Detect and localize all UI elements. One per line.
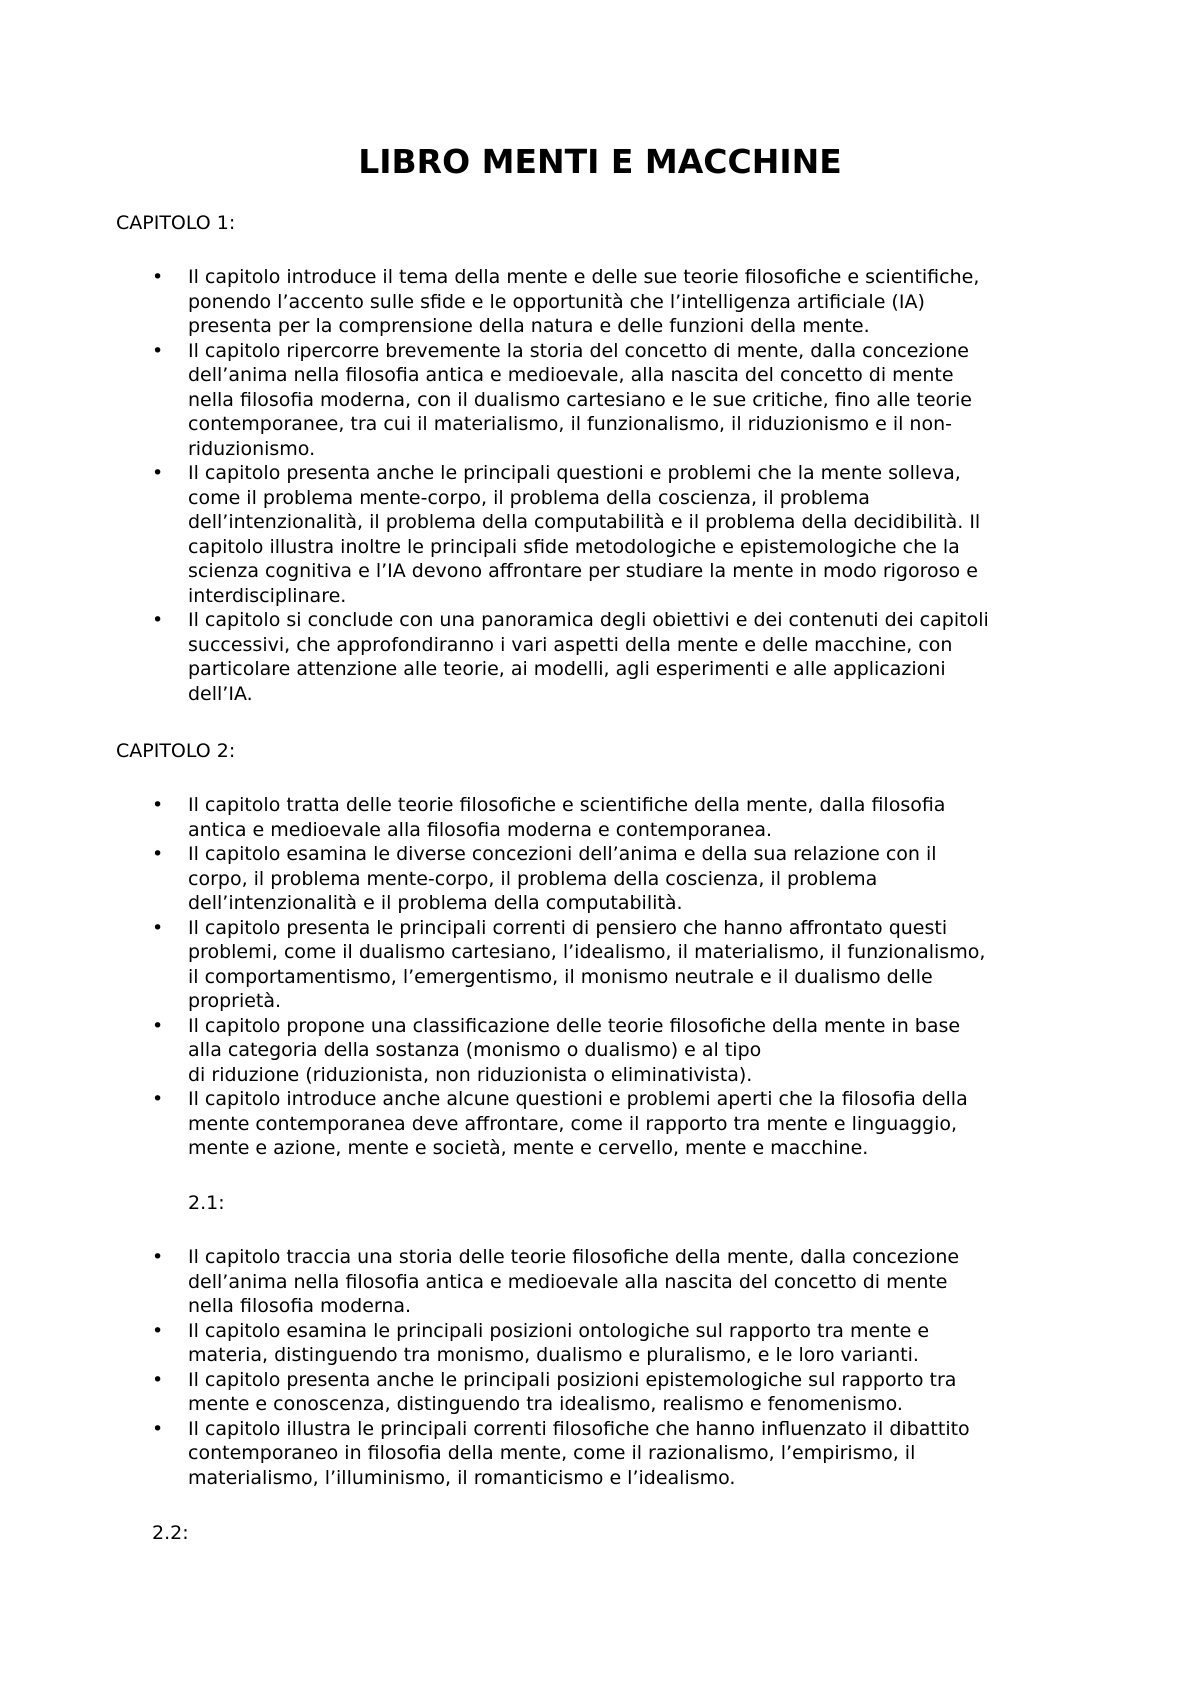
page-title: LIBRO MENTI E MACCHINE: [358, 142, 842, 181]
chapter-2-heading: CAPITOLO 2:: [116, 740, 236, 762]
list-item-line: Il capitolo introduce il tema della mente e delle sue teorie filosofiche e scientifiche,: [188, 266, 980, 288]
list-item: [0, 461, 1100, 608]
list-item-line: il comportamentismo, l’emergentismo, il monismo neutrale e il dualismo delle: [188, 965, 933, 988]
list-item: [0, 1417, 1100, 1491]
bullet-icon: •: [152, 462, 164, 484]
list-item: [0, 916, 1100, 1014]
list-item: [0, 608, 1100, 706]
bullet-icon: •: [152, 1088, 164, 1110]
list-item-line: contemporanee, tra cui il materialismo, il funzionalismo, il riduzionismo e il non-: [188, 413, 952, 435]
list-item-line: corpo, il problema mente-corpo, il problema della coscienza, il problema: [188, 867, 878, 890]
chapter-1-heading: CAPITOLO 1:: [116, 212, 236, 234]
chapter-1-list: [0, 265, 1100, 706]
list-item-line: capitolo illustra inoltre le principali sfide metodologiche e epistemologiche che la: [188, 535, 960, 558]
list-item: [0, 1245, 1100, 1319]
list-item-line: scienza cognitiva e l’IA devono affrontare per studiare la mente in modo rigoroso e: [188, 560, 978, 582]
list-item-line: di riduzione (riduzionista, non riduzionista o eliminativista).: [188, 1063, 753, 1086]
bullet-icon: •: [152, 609, 164, 631]
list-item-line: nella filosofia moderna.: [188, 1295, 412, 1317]
list-item-line: nella filosofia moderna, con il dualismo cartesiano e le sue critiche, fino alle teorie: [188, 388, 972, 411]
bullet-icon: •: [152, 339, 164, 362]
bullet-icon: •: [152, 1246, 164, 1268]
list-item: [0, 1014, 1100, 1088]
list-item-line: dell’intenzionalità, il problema della computabilità e il problema della decidibilità. Il: [188, 511, 981, 533]
list-item-line: dell’intenzionalità e il problema della computabilità.: [188, 892, 683, 914]
list-item-line: Il capitolo esamina le diverse concezioni dell’anima e della sua relazione con il: [188, 843, 937, 865]
list-item: [0, 1368, 1100, 1417]
list-item-line: Il capitolo si conclude con una panoramica degli obiettivi e dei contenuti dei capitoli: [188, 609, 989, 631]
list-item-line: antica e medioevale alla filosofia moderna e contemporanea.: [188, 818, 773, 841]
list-item-line: Il capitolo esamina le principali posizioni ontologiche sul rapporto tra mente e: [188, 1319, 930, 1342]
list-item-line: dell’anima nella filosofia antica e medioevale, alla nascita del concetto di mente: [188, 364, 954, 386]
list-item-line: come il problema mente-corpo, il problema della coscienza, il problema: [188, 486, 870, 509]
list-item-line: successivi, che approfondiranno i vari aspetti della mente e delle macchine, con: [188, 633, 953, 656]
section-2-1-list: [0, 1245, 1100, 1490]
list-item-line: dell’anima nella filosofia antica e medioevale alla nascita del concetto di mente: [188, 1270, 948, 1293]
bullet-icon: •: [152, 794, 164, 816]
list-item-line: Il capitolo presenta anche le principali posizioni epistemologiche sul rapporto tra: [188, 1368, 957, 1391]
list-item: [0, 1087, 1100, 1161]
list-item-line: presenta per la comprensione della natura e delle funzioni della mente.: [188, 315, 870, 337]
list-item-line: mente e conoscenza, distinguendo tra idealismo, realismo e fenomenismo.: [188, 1393, 903, 1415]
list-item: [0, 265, 1100, 339]
bullet-icon: •: [152, 266, 164, 288]
list-item-line: Il capitolo ripercorre brevemente la storia del concetto di mente, dalla concezione: [188, 339, 969, 362]
list-item-line: Il capitolo traccia una storia delle teorie filosofiche della mente, dalla concezione: [188, 1246, 960, 1268]
list-item-line: alla categoria della sostanza (monismo o dualismo) e al tipo: [188, 1039, 762, 1061]
list-item-line: mente contemporanea deve affrontare, come il rapporto tra mente e linguaggio,: [188, 1112, 958, 1135]
list-item-line: Il capitolo presenta le principali correnti di pensiero che hanno affrontato questi: [188, 916, 948, 939]
bullet-icon: •: [152, 1319, 164, 1342]
list-item-line: Il capitolo propone una classificazione delle teorie filosofiche della mente in base: [188, 1014, 961, 1037]
list-item: [0, 339, 1100, 462]
list-item-line: problemi, come il dualismo cartesiano, l’idealismo, il materialismo, il funzionalismo,: [188, 941, 986, 963]
section-2-2-heading: 2.2:: [152, 1522, 189, 1544]
bullet-icon: •: [152, 1417, 164, 1440]
bullet-icon: •: [152, 1368, 164, 1391]
bullet-icon: •: [152, 843, 164, 865]
list-item-line: ponendo l’accento sulle sfide e le opportunità che l’intelligenza artificiale (IA): [188, 290, 925, 313]
list-item-line: Il capitolo illustra le principali correnti filosofiche che hanno influenzato il dibattito: [188, 1417, 970, 1440]
list-item-line: riduzionismo.: [188, 437, 316, 460]
list-item-line: Il capitolo introduce anche alcune questioni e problemi aperti che la filosofia della: [188, 1088, 968, 1110]
list-item-line: Il capitolo tratta delle teorie filosofiche e scientifiche della mente, dalla filosofia: [188, 794, 946, 816]
list-item: [0, 842, 1100, 916]
list-item-line: dell’IA.: [188, 682, 253, 705]
list-item-line: mente e azione, mente e società, mente e cervello, mente e macchine.: [188, 1137, 869, 1159]
list-item-line: interdisciplinare.: [188, 584, 347, 607]
bullet-icon: •: [152, 916, 164, 939]
section-2-1-heading: 2.1:: [188, 1192, 225, 1214]
list-item-line: particolare attenzione alle teorie, ai modelli, agli esperimenti e alle applicazioni: [188, 658, 946, 680]
list-item-line: contemporaneo in filosofia della mente, come il razionalismo, l’empirismo, il: [188, 1442, 916, 1464]
bullet-icon: •: [152, 1014, 164, 1037]
list-item-line: materia, distinguendo tra monismo, dualismo e pluralismo, e le loro varianti.: [188, 1344, 919, 1366]
chapter-2-list: [0, 793, 1100, 1161]
list-item-line: proprietà.: [188, 990, 282, 1012]
list-item: [0, 793, 1100, 842]
list-item-line: Il capitolo presenta anche le principali questioni e problemi che la mente solleva,: [188, 462, 961, 484]
list-item-line: materialismo, l’illuminismo, il romanticismo e l’idealismo.: [188, 1466, 736, 1489]
list-item: [0, 1319, 1100, 1368]
